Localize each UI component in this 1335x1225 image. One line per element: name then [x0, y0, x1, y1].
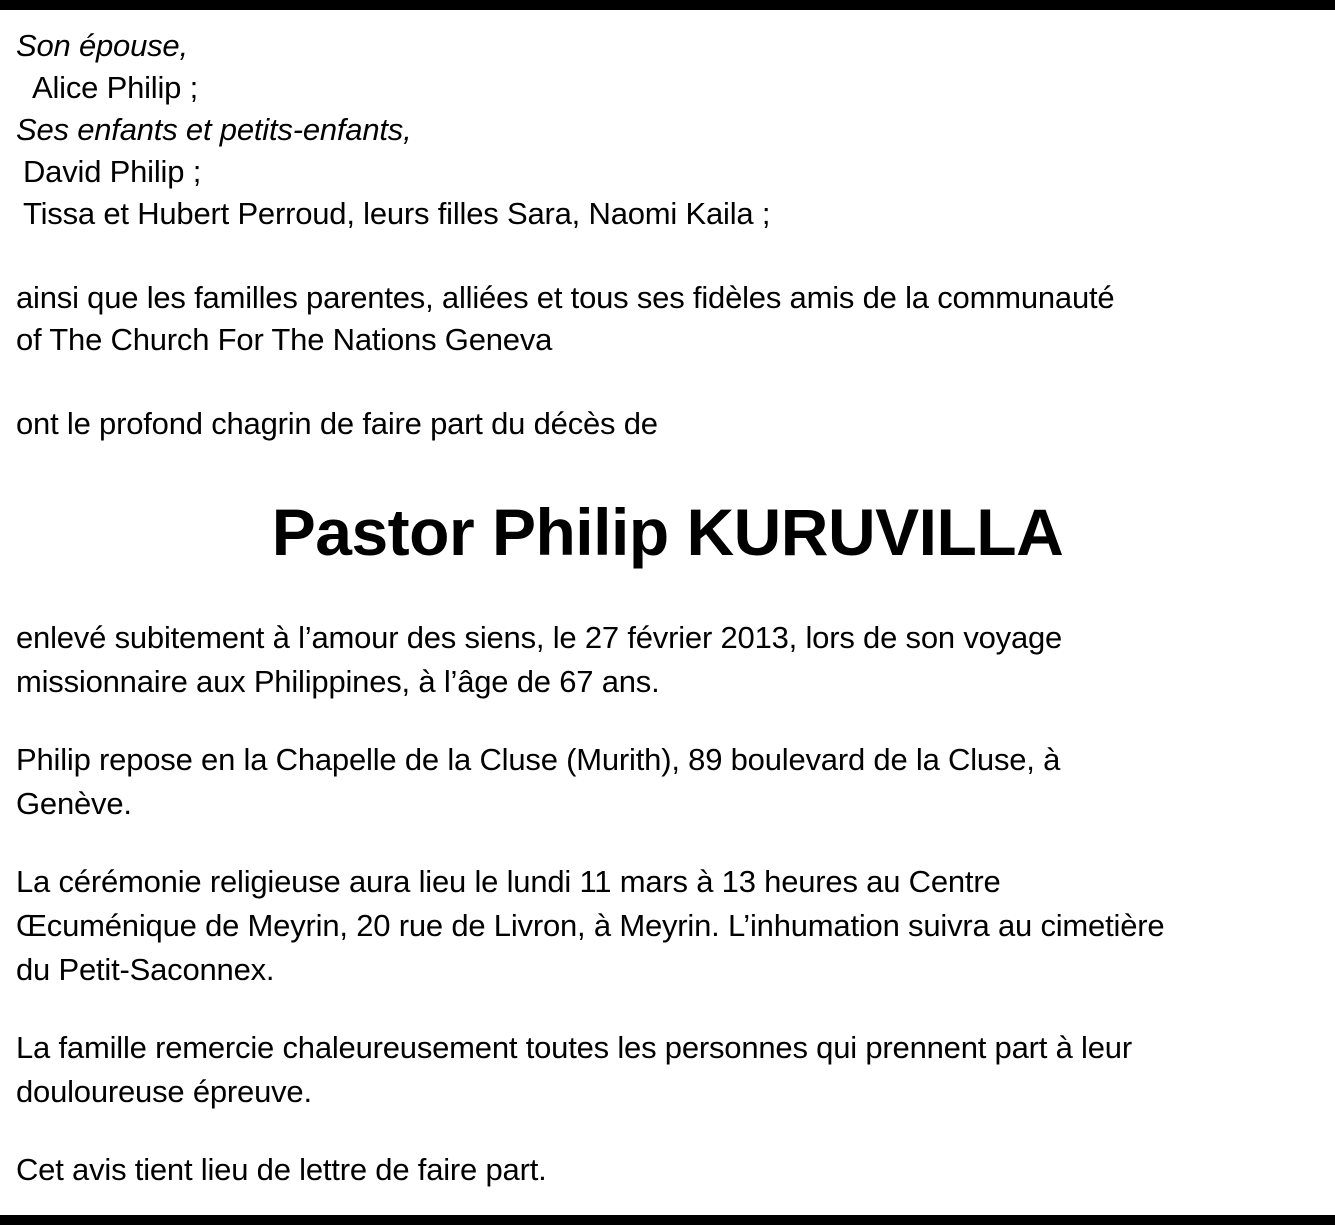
deceased-name: Pastor Philip KURUVILLA [271, 495, 1064, 569]
child-entry: David Philip ; [23, 154, 202, 189]
community-line: ainsi que les familles parentes, alliées et tous ses fidèles amis de la communauté [16, 280, 1115, 315]
thanks-line: douloureuse épreuve. [16, 1074, 312, 1109]
spacer [16, 1114, 1328, 1148]
deceased-name-block [0, 492, 1335, 572]
rest-location-line: Genève. [16, 786, 132, 821]
top-border-rule [0, 0, 1335, 10]
children-heading: Ses enfants et petits-enfants, [16, 112, 412, 147]
details-section [16, 616, 1328, 1192]
death-details-line: enlevé subitement à l’amour des siens, le 27 février 2013, lors de son voyage [16, 620, 1063, 655]
family-section [16, 25, 1328, 445]
announcement-line: ont le profond chagrin de faire part du décès de [16, 406, 658, 441]
bottom-border-rule [0, 1215, 1335, 1225]
spouse-name: Alice Philip ; [32, 70, 199, 105]
closing-line: Cet avis tient lieu de lettre de faire part. [16, 1152, 547, 1187]
community-line: of The Church For The Nations Geneva [16, 322, 553, 357]
spouse-heading: Son épouse, [16, 28, 188, 63]
rest-location-line: Philip repose en la Chapelle de la Cluse (Murith), 89 boulevard de la Cluse, à [16, 742, 1061, 777]
spacer [16, 992, 1328, 1026]
ceremony-line: du Petit-Saconnex. [16, 952, 275, 987]
spacer [16, 235, 1328, 277]
spacer [16, 826, 1328, 860]
thanks-line: La famille remercie chaleureusement toutes les personnes qui prennent part à leur [16, 1030, 1132, 1065]
ceremony-line: La cérémonie religieuse aura lieu le lundi 11 mars à 13 heures au Centre [16, 864, 1001, 899]
spacer [16, 704, 1328, 738]
ceremony-line: Œcuménique de Meyrin, 20 rue de Livron, à Meyrin. L’inhumation suivra au cimetière [16, 908, 1165, 943]
death-details-line: missionnaire aux Philippines, à l’âge de 67 ans. [16, 664, 660, 699]
child-entry: Tissa et Hubert Perroud, leurs filles Sara, Naomi Kaila ; [23, 196, 771, 231]
spacer [16, 361, 1328, 403]
